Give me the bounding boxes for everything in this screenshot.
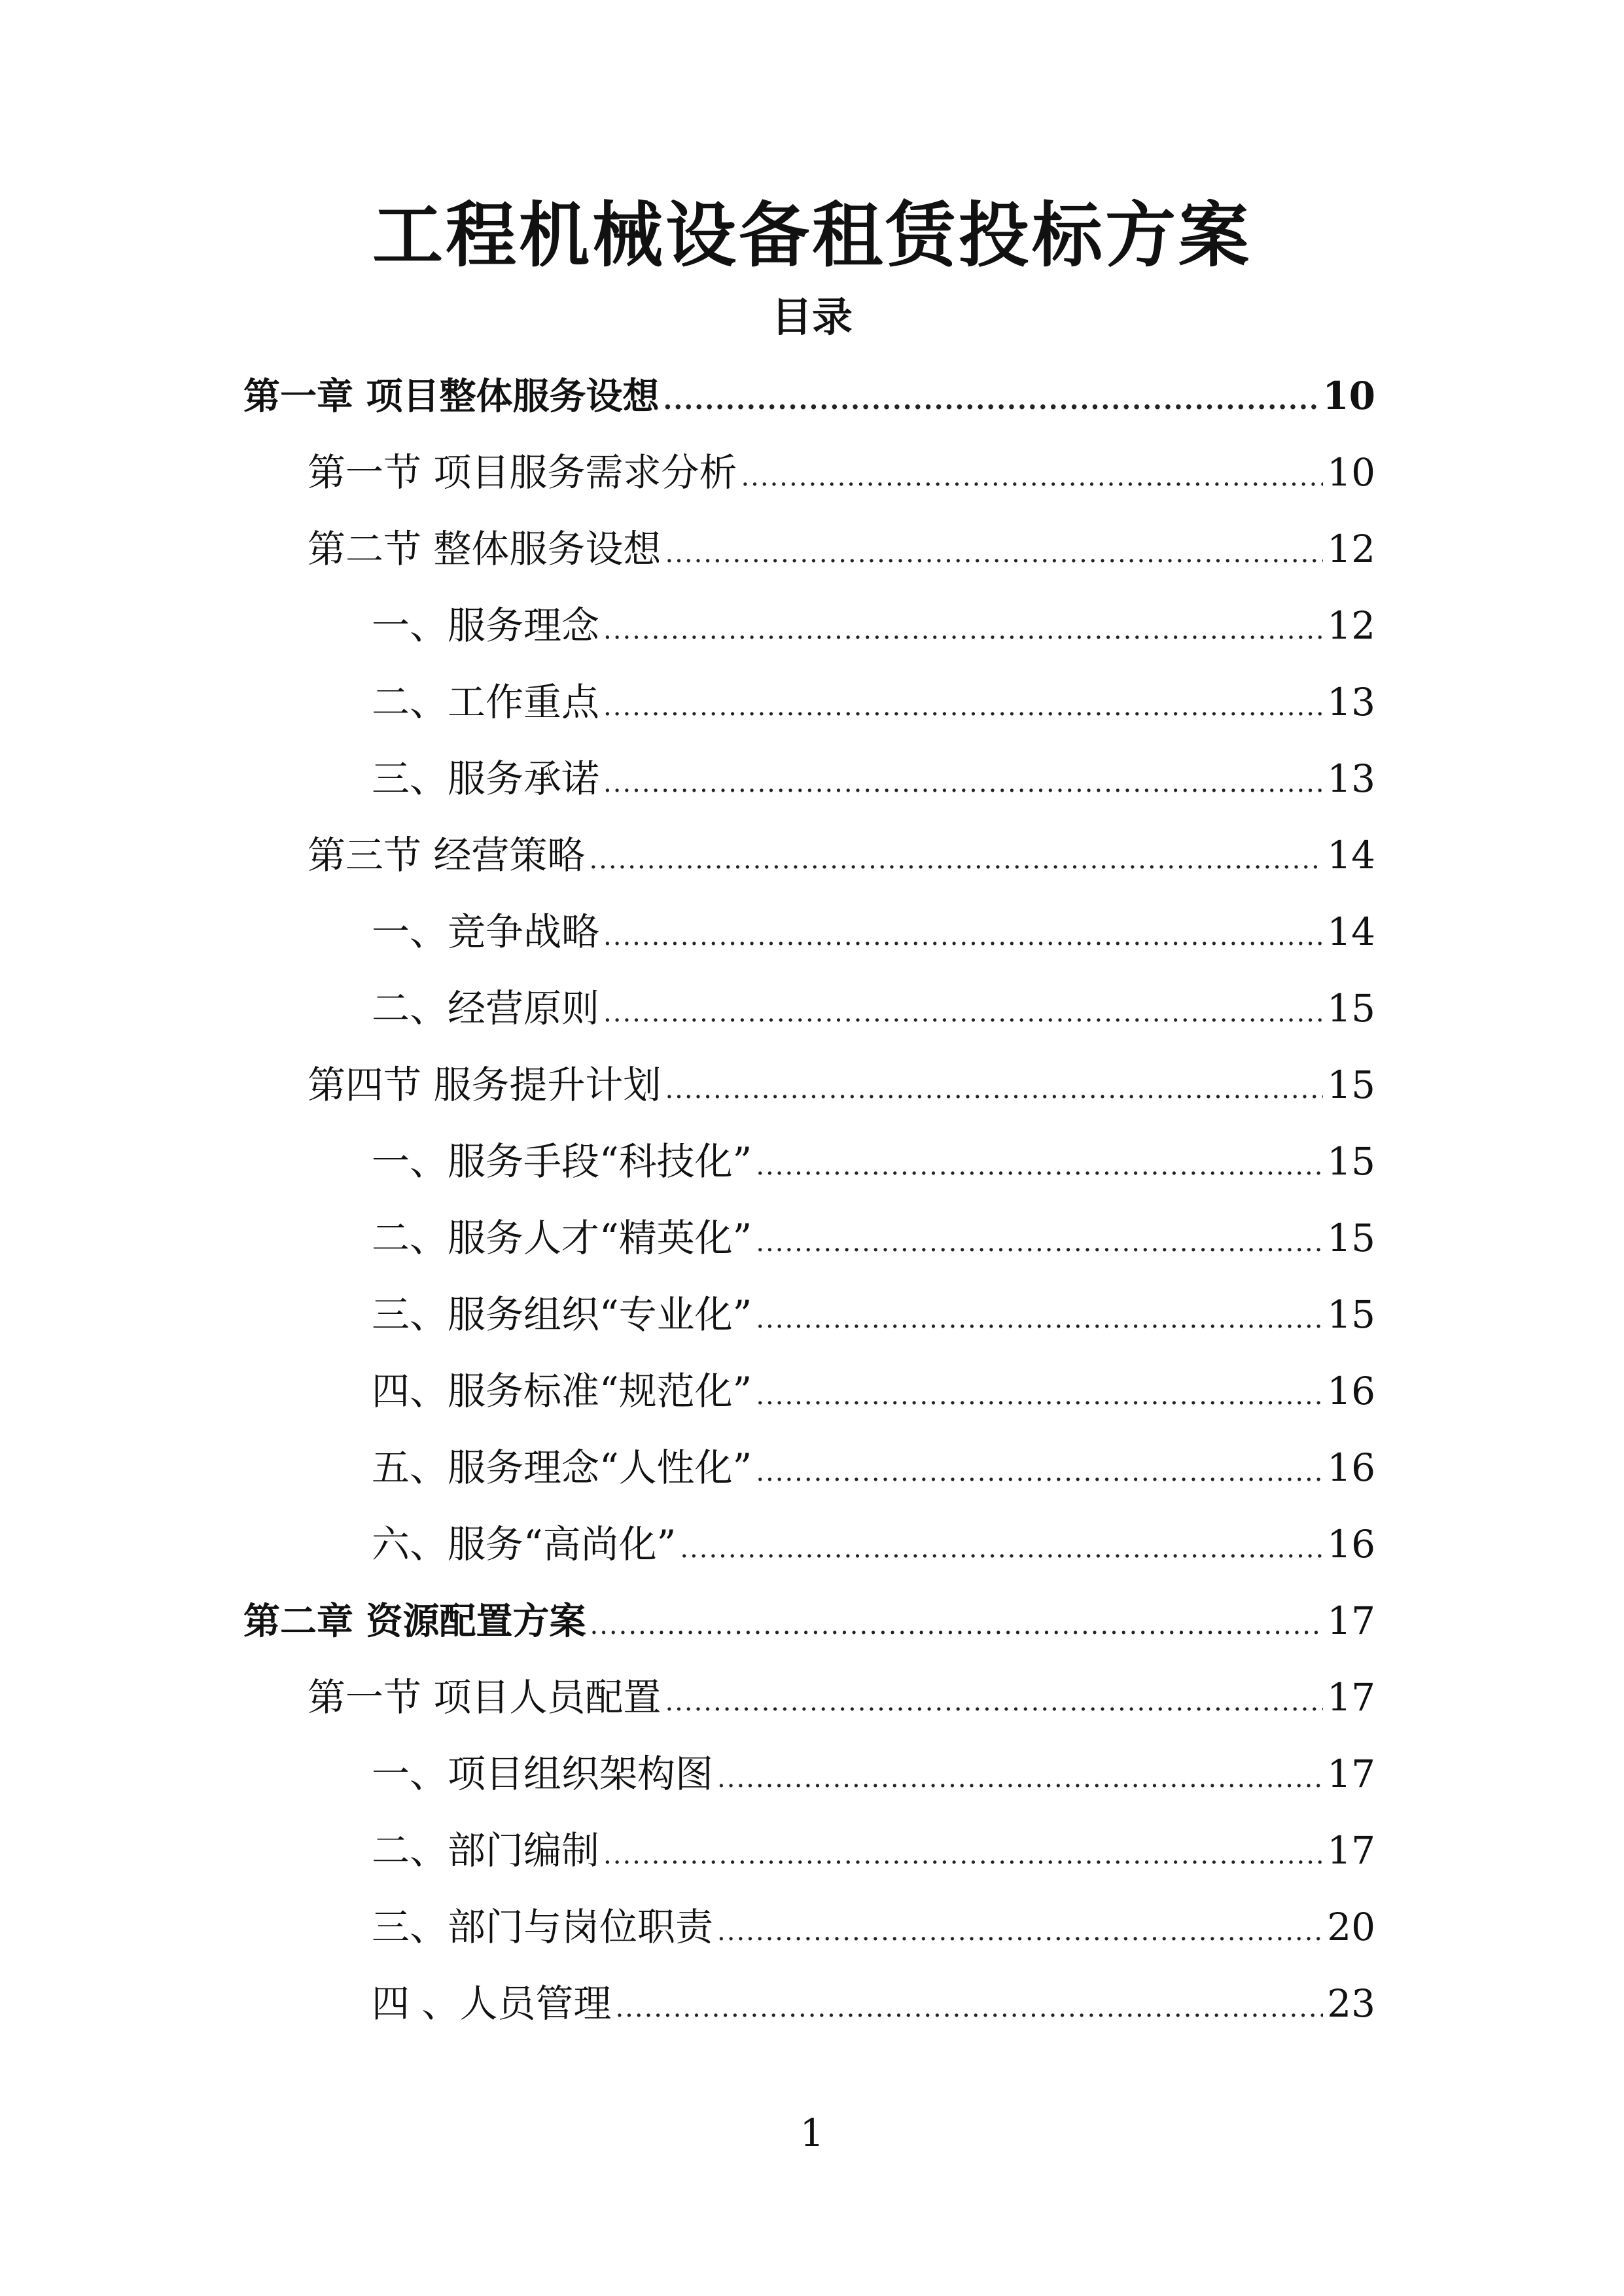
toc-entry-label: 六、服务“高尚化” bbox=[372, 1522, 677, 1566]
toc-entry-label: 第一章 项目整体服务设想 bbox=[243, 376, 660, 418]
dot-leader bbox=[603, 674, 1323, 739]
toc-entry-label: 四 、人员管理 bbox=[372, 1981, 612, 2026]
toc-entry-section[interactable] bbox=[308, 440, 1375, 505]
toc-entry-page: 20 bbox=[1327, 1905, 1375, 1949]
toc-entry-page: 10 bbox=[1327, 450, 1375, 495]
dot-leader bbox=[741, 444, 1323, 510]
toc-entry-page: 12 bbox=[1327, 603, 1375, 648]
toc-entry-subsection[interactable] bbox=[372, 746, 1375, 811]
toc-entry-label: 二、经营原则 bbox=[372, 986, 600, 1031]
toc-entry-page: 15 bbox=[1327, 986, 1375, 1031]
toc-heading: 目录 bbox=[771, 293, 853, 341]
toc-entry-label: 一、服务理念 bbox=[372, 603, 600, 648]
toc-entry-page: 16 bbox=[1327, 1522, 1375, 1566]
toc-entry-label: 第一节 项目服务需求分析 bbox=[308, 450, 737, 495]
toc-entry-page: 16 bbox=[1327, 1445, 1375, 1490]
toc-entry-subsection[interactable] bbox=[372, 669, 1375, 735]
page-number: 1 bbox=[800, 2111, 824, 2155]
toc-entry-label: 一、竞争战略 bbox=[372, 910, 600, 954]
toc-entry-page: 13 bbox=[1327, 756, 1375, 801]
toc-entry-label: 第二章 资源配置方案 bbox=[243, 1600, 586, 1643]
toc-entry-section[interactable] bbox=[308, 1052, 1375, 1118]
toc-entry-page: 23 bbox=[1327, 1981, 1375, 2026]
toc-entry-subsection[interactable] bbox=[372, 1435, 1375, 1500]
dot-leader bbox=[756, 1286, 1323, 1352]
toc-entry-page: 15 bbox=[1327, 1292, 1375, 1337]
toc-entry-label: 三、服务组织“专业化” bbox=[372, 1292, 752, 1337]
toc-entry-page: 17 bbox=[1327, 1828, 1375, 1873]
toc-entry-label: 三、部门与岗位职责 bbox=[372, 1905, 714, 1949]
dot-leader bbox=[756, 1439, 1323, 1505]
dot-leader bbox=[680, 1516, 1323, 1581]
dot-leader bbox=[756, 1363, 1323, 1428]
dot-leader bbox=[603, 597, 1323, 663]
dot-leader bbox=[665, 1057, 1323, 1122]
toc-entry-label: 一、服务手段“科技化” bbox=[372, 1139, 752, 1184]
toc-entry-section[interactable] bbox=[308, 1665, 1375, 1730]
toc-entry-label: 第二节 整体服务设想 bbox=[308, 527, 662, 571]
toc-entry-page: 12 bbox=[1327, 527, 1375, 571]
toc-entry-subsection[interactable] bbox=[372, 593, 1375, 658]
document-title: 工程机械设备租赁投标方案 bbox=[372, 194, 1252, 277]
dot-leader bbox=[603, 1822, 1323, 1888]
toc-entry-subsection[interactable] bbox=[372, 1282, 1375, 1347]
dot-leader bbox=[717, 1899, 1323, 1964]
toc-entry-page: 10 bbox=[1322, 374, 1375, 418]
toc-entry-subsection[interactable] bbox=[372, 1818, 1375, 1883]
toc-entry-page: 17 bbox=[1327, 1675, 1375, 1720]
toc-entry-subsection[interactable] bbox=[372, 1894, 1375, 1960]
toc-entry-label: 二、部门编制 bbox=[372, 1828, 600, 1873]
toc-entry-section[interactable] bbox=[308, 822, 1375, 888]
toc-entry-page: 15 bbox=[1327, 1063, 1375, 1107]
dot-leader bbox=[717, 1746, 1323, 1811]
toc-entry-page: 16 bbox=[1327, 1369, 1375, 1413]
toc-entry-label: 第一节 项目人员配置 bbox=[308, 1675, 662, 1720]
toc-entry-label: 第三节 经营策略 bbox=[308, 833, 586, 877]
dot-leader bbox=[756, 1210, 1323, 1275]
dot-leader bbox=[663, 368, 1319, 433]
toc-entry-subsection[interactable] bbox=[372, 976, 1375, 1041]
dot-leader bbox=[603, 980, 1323, 1046]
toc-entry-page: 13 bbox=[1327, 680, 1375, 724]
toc-entry-label: 第四节 服务提升计划 bbox=[308, 1063, 662, 1107]
dot-leader bbox=[603, 904, 1323, 969]
toc-entry-subsection[interactable] bbox=[372, 1358, 1375, 1424]
toc-entry-subsection[interactable] bbox=[372, 1741, 1375, 1807]
dot-leader bbox=[590, 1593, 1324, 1658]
toc-entry-label: 三、服务承诺 bbox=[372, 756, 600, 801]
toc-entry-chapter[interactable] bbox=[243, 363, 1375, 429]
toc-entry-subsection[interactable] bbox=[372, 1129, 1375, 1194]
dot-leader bbox=[589, 827, 1323, 892]
toc-entry-page: 14 bbox=[1327, 833, 1375, 877]
toc-entry-page: 14 bbox=[1327, 910, 1375, 954]
toc-entry-page: 17 bbox=[1327, 1752, 1375, 1796]
toc-entry-label: 一、项目组织架构图 bbox=[372, 1752, 714, 1796]
toc-entry-chapter[interactable] bbox=[243, 1588, 1375, 1653]
dot-leader bbox=[615, 1975, 1323, 2041]
dot-leader bbox=[665, 1669, 1323, 1735]
toc-entry-page: 17 bbox=[1327, 1598, 1375, 1643]
toc-entry-subsection[interactable] bbox=[372, 1511, 1375, 1577]
toc-entry-page: 15 bbox=[1327, 1139, 1375, 1184]
dot-leader bbox=[665, 521, 1323, 586]
toc-entry-page: 15 bbox=[1327, 1216, 1375, 1260]
toc-entry-label: 二、服务人才“精英化” bbox=[372, 1216, 752, 1260]
toc-entry-label: 五、服务理念“人性化” bbox=[372, 1445, 752, 1490]
toc-entry-subsection[interactable] bbox=[372, 899, 1375, 964]
toc-entry-subsection[interactable] bbox=[372, 1205, 1375, 1271]
toc-entry-label: 二、工作重点 bbox=[372, 680, 600, 724]
toc-entry-subsection[interactable] bbox=[372, 1971, 1375, 2036]
dot-leader bbox=[756, 1133, 1323, 1199]
toc-entry-section[interactable] bbox=[308, 516, 1375, 582]
toc-entry-label: 四、服务标准“规范化” bbox=[372, 1369, 752, 1413]
dot-leader bbox=[603, 751, 1323, 816]
